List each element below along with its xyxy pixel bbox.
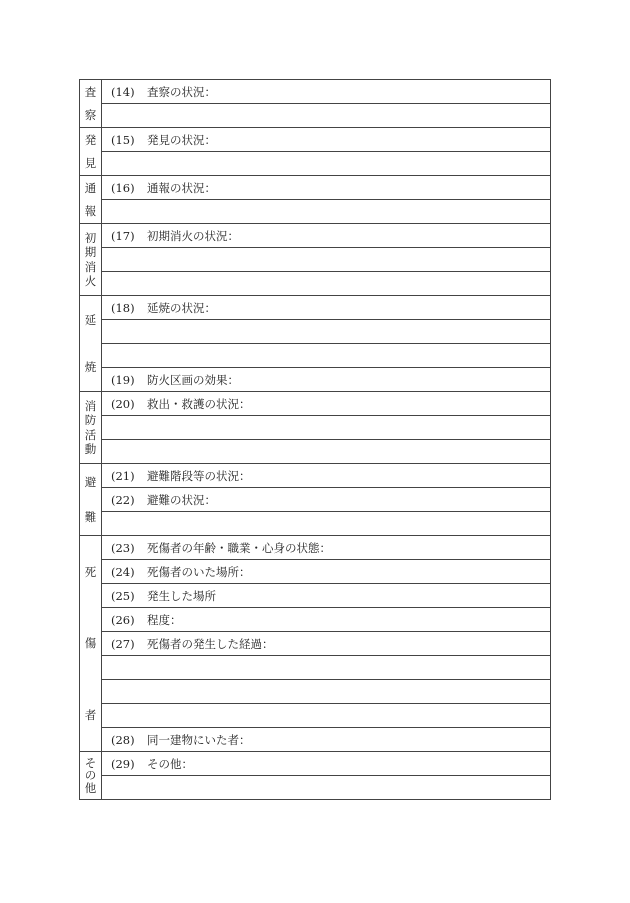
item-number: (20) (111, 396, 135, 411)
blank-entry-row[interactable] (102, 416, 551, 440)
item-number: (18) (111, 300, 135, 315)
item-label: 避難階段等の状況： (147, 468, 251, 483)
table-row (80, 584, 551, 608)
blank-entry-row[interactable] (102, 320, 551, 344)
section-label-firefighting: 消 防 活 動 (80, 392, 102, 464)
table-row (80, 440, 551, 464)
item-number: (17) (111, 228, 135, 243)
item-19-cell (102, 368, 551, 392)
item-label: 救出・救護の状況： (147, 396, 251, 411)
table-row (80, 560, 551, 584)
table-row (80, 80, 551, 104)
item-number: (23) (111, 540, 135, 555)
section-label-discovery: 発 見 (80, 128, 102, 176)
table-row (80, 272, 551, 296)
item-18-cell (102, 296, 551, 320)
item-label: 発見の状況： (147, 132, 216, 147)
blank-entry-row[interactable] (102, 272, 551, 296)
item-20-cell (102, 392, 551, 416)
table-row (80, 320, 551, 344)
section-label-spread: 延 焼 (80, 296, 102, 392)
item-label: 死傷者の発生した経過： (147, 636, 274, 651)
table-row (80, 224, 551, 248)
section-label-other: そ の 他 (80, 752, 102, 800)
item-number: (16) (111, 180, 135, 195)
item-24-cell (102, 560, 551, 584)
table-row (80, 680, 551, 704)
item-number: (21) (111, 468, 135, 483)
table-row (80, 608, 551, 632)
item-label: 防火区画の効果： (147, 372, 239, 387)
section-label-evacuation: 避 難 (80, 464, 102, 536)
item-number: (24) (111, 564, 135, 579)
item-number: (14) (111, 84, 135, 99)
section-label-report: 通 報 (80, 176, 102, 224)
table-row (80, 248, 551, 272)
table-row (80, 392, 551, 416)
blank-entry-row[interactable] (102, 704, 551, 728)
item-number: (29) (111, 756, 135, 771)
item-21-cell (102, 464, 551, 488)
table-row (80, 368, 551, 392)
table-row (80, 656, 551, 680)
fire-report-form (79, 79, 551, 800)
table-row (80, 536, 551, 560)
item-label: 通報の状況： (147, 180, 216, 195)
section-label-casualties: 死 傷 者 (80, 536, 102, 752)
item-label: 同一建物にいた者： (147, 732, 251, 747)
table-row (80, 704, 551, 728)
item-label: 延焼の状況： (147, 300, 216, 315)
item-26-cell (102, 608, 551, 632)
blank-entry-row[interactable] (102, 440, 551, 464)
table-row (80, 728, 551, 752)
item-22-cell (102, 488, 551, 512)
table-row (80, 296, 551, 320)
table-row (80, 632, 551, 656)
item-label: 死傷者の年齢・職業・心身の状態： (147, 540, 331, 555)
item-label: 発生した場所 (147, 588, 216, 603)
item-number: (15) (111, 132, 135, 147)
table-row (80, 152, 551, 176)
table-row (80, 752, 551, 776)
item-27-cell (102, 632, 551, 656)
item-number: (26) (111, 612, 135, 627)
item-number: (19) (111, 372, 135, 387)
table-row (80, 104, 551, 128)
blank-entry-row[interactable] (102, 680, 551, 704)
blank-entry-row[interactable] (102, 776, 551, 800)
item-label: 程度： (147, 612, 182, 627)
table-row (80, 776, 551, 800)
section-label-initial-extinguish: 初 期 消 火 (80, 224, 102, 296)
item-label: 避難の状況： (147, 492, 216, 507)
item-25-cell (102, 584, 551, 608)
item-label: その他： (147, 756, 193, 771)
item-number: (22) (111, 492, 135, 507)
table-row (80, 200, 551, 224)
item-28-cell (102, 728, 551, 752)
blank-entry-row[interactable] (102, 200, 551, 224)
table-row (80, 464, 551, 488)
item-number: (27) (111, 636, 135, 651)
item-17-cell (102, 224, 551, 248)
table-row (80, 344, 551, 368)
item-23-cell (102, 536, 551, 560)
blank-entry-row[interactable] (102, 656, 551, 680)
blank-entry-row[interactable] (102, 344, 551, 368)
blank-entry-row[interactable] (102, 248, 551, 272)
item-label: 初期消火の状況： (147, 228, 239, 243)
table-row (80, 128, 551, 152)
section-label-inspection: 査 察 (80, 80, 102, 128)
table-row (80, 512, 551, 536)
item-label: 査察の状況： (147, 84, 216, 99)
item-number: (28) (111, 732, 135, 747)
item-15-cell (102, 128, 551, 152)
blank-entry-row[interactable] (102, 152, 551, 176)
item-label: 死傷者のいた場所： (147, 564, 251, 579)
item-16-cell (102, 176, 551, 200)
table-row (80, 176, 551, 200)
item-29-cell (102, 752, 551, 776)
table-row (80, 488, 551, 512)
blank-entry-row[interactable] (102, 512, 551, 536)
report-table (79, 79, 551, 800)
blank-entry-row[interactable] (102, 104, 551, 128)
table-row (80, 416, 551, 440)
item-number: (25) (111, 588, 135, 603)
item-14-cell (102, 80, 551, 104)
